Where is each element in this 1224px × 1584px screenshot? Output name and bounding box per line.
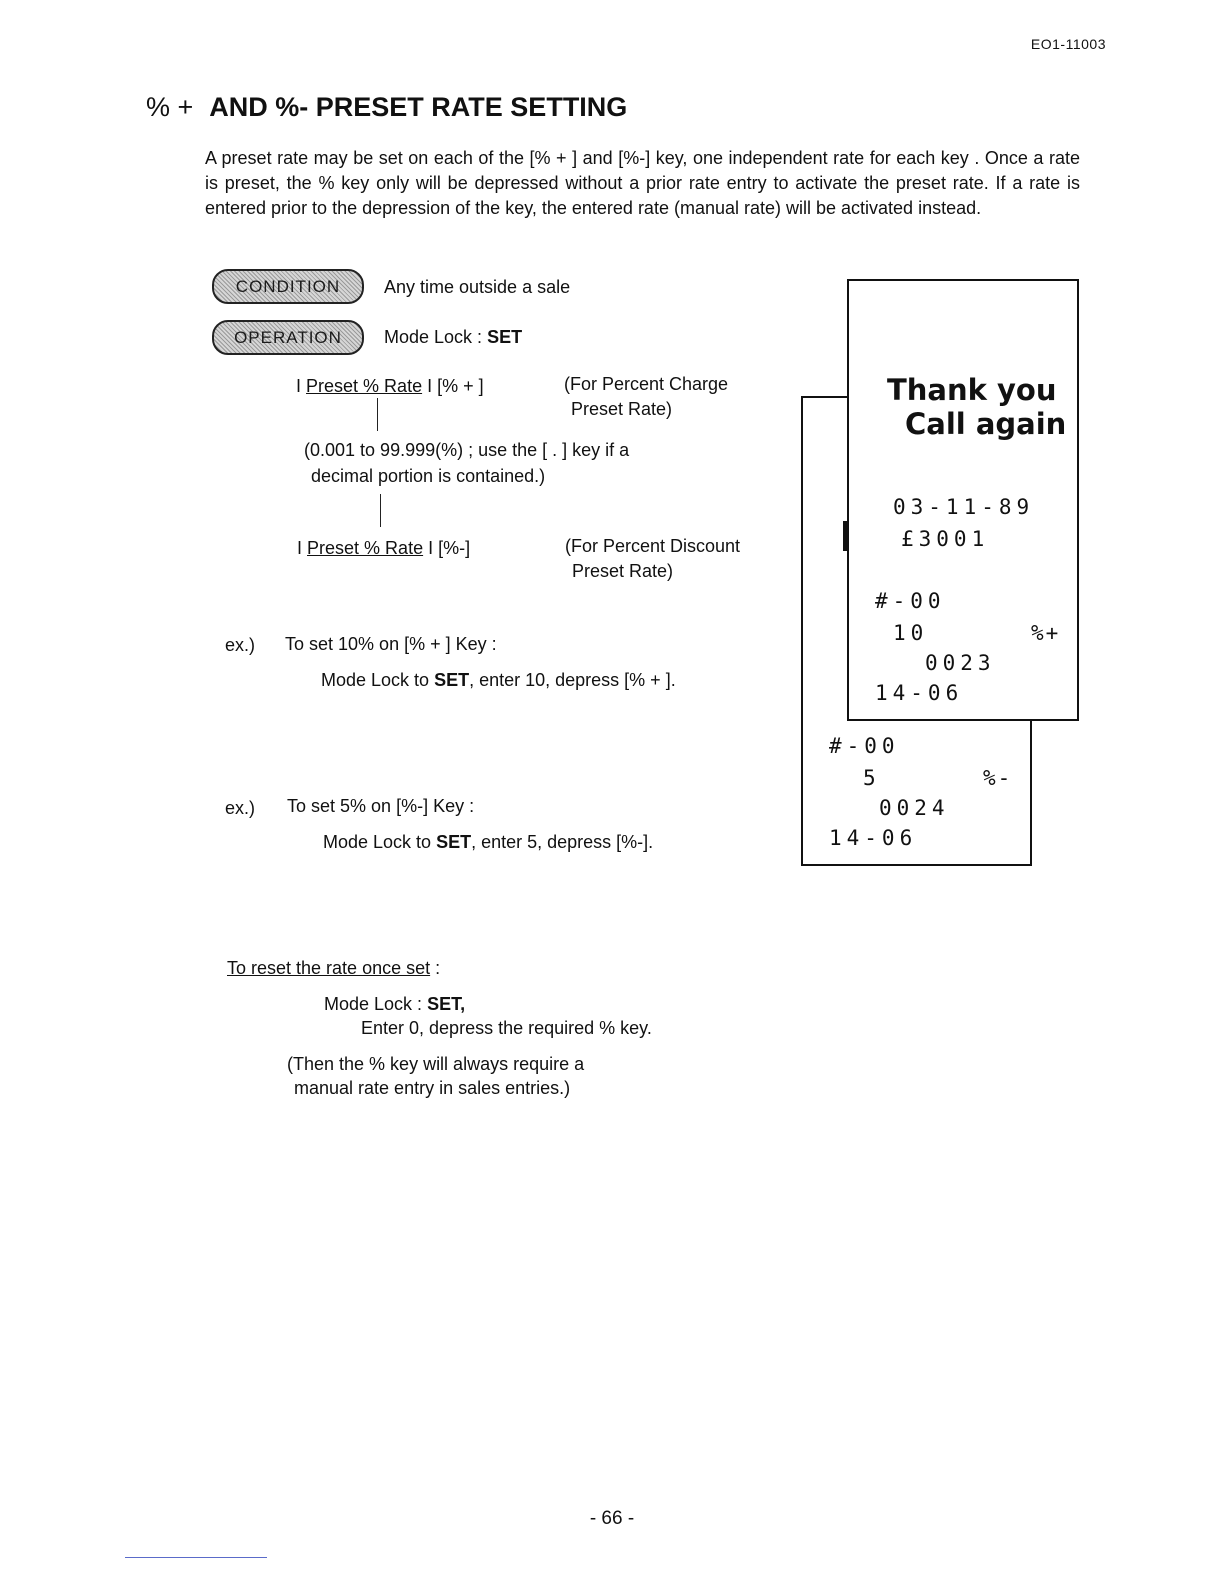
example-1-desc-post: , enter 10, depress [% + ]. — [469, 670, 676, 690]
condition-badge: CONDITION — [212, 269, 364, 304]
condition-text: Any time outside a sale — [384, 277, 571, 297]
receipt-back-number: 0024 — [879, 796, 950, 820]
example-2-tag: ex.) — [225, 798, 256, 818]
receipt-back-rate: 5 — [863, 766, 881, 790]
flow-step-2-key: I [%-] — [428, 538, 471, 558]
flow-step-2-label: Preset % Rate — [307, 538, 424, 558]
flow-step-1-label: Preset % Rate — [306, 376, 423, 396]
flow-step-2-note-1: (For Percent Discount — [565, 536, 741, 556]
operation-value: SET — [487, 327, 523, 347]
intro-paragraph: A preset rate may be set on each of the [% + ] and [%-] key, one independent rate for each key . Once a rate is preset, the % key only will be depressed without a prior rate entry to activate the preset rate. If a rate is entered prior to the depression of the key, the entered rate (manual rate) will be activated instead. — [205, 148, 1080, 218]
reset-line-1-pre: Mode Lock : — [324, 994, 428, 1014]
example-2-desc-bold: SET — [436, 832, 472, 852]
reset-line-1 — [324, 992, 465, 1016]
example-2-desc-post: , enter 5, depress [%-]. — [471, 832, 654, 852]
operation-text — [384, 325, 522, 349]
flow-connector-2 — [380, 494, 381, 527]
operation-badge: OPERATION — [212, 320, 364, 355]
receipt-thanks-line-2: Call again — [905, 407, 1067, 441]
example-2-title: To set 5% on [%-] Key : — [287, 796, 475, 816]
flow-step-2 — [297, 536, 470, 560]
flow-step-1-note-2: Preset Rate) — [571, 399, 673, 419]
flow-step-1-key: I [% + ] — [427, 376, 484, 396]
flow-step-1-note-1: (For Percent Charge — [564, 374, 729, 394]
reset-heading-text: To reset the rate once set — [227, 958, 431, 978]
example-2-desc-pre: Mode Lock to — [323, 832, 437, 852]
flow-step-1-sep: I — [296, 376, 302, 396]
receipt-back-time: 14-06 — [829, 826, 918, 850]
page-number: - 66 - — [589, 1508, 635, 1529]
receipt-front-number: 0023 — [925, 651, 996, 675]
reset-heading-colon: : — [435, 958, 441, 978]
example-2-desc — [323, 830, 653, 854]
flow-connector-1 — [377, 398, 378, 431]
receipt-front-rate: 10 — [893, 621, 929, 645]
receipt-date: 03-11-89 — [893, 495, 1035, 519]
example-1-title: To set 10% on [% + ] Key : — [285, 634, 497, 654]
example-1-desc-bold: SET — [434, 670, 470, 690]
reset-note-2: manual rate entry in sales entries.) — [294, 1078, 571, 1098]
receipt-front-line-1: #-00 — [875, 589, 946, 613]
reset-line-1-bold: SET, — [427, 994, 466, 1014]
flow-step-2-sep: I — [297, 538, 303, 558]
flow-step-1 — [296, 374, 484, 398]
flow-step-2-note-2: Preset Rate) — [572, 561, 674, 581]
page-title — [146, 92, 627, 123]
reset-note-1: (Then the % key will always require a — [287, 1054, 585, 1074]
document-number: EO1-11003 — [1030, 36, 1106, 52]
title-text: AND %- PRESET RATE SETTING — [209, 92, 628, 122]
reset-line-2: Enter 0, depress the required % key. — [361, 1018, 652, 1038]
receipt-front-time: 14-06 — [875, 681, 964, 705]
example-1-tag: ex.) — [225, 635, 256, 655]
flow-range-line-1: (0.001 to 99.999(%) ; use the [ . ] key if a — [304, 440, 630, 460]
receipt-front — [847, 279, 1079, 721]
title-prefix: % + — [146, 92, 194, 122]
receipt-back-line-1: #-00 — [829, 734, 900, 758]
operation-prefix: Mode Lock : — [384, 327, 488, 347]
example-1-desc-pre: Mode Lock to — [321, 670, 435, 690]
flow-range-line-2: decimal portion is contained.) — [311, 466, 546, 486]
receipt-code: £3001 — [901, 527, 990, 551]
reset-heading — [227, 956, 440, 980]
footer-rule — [125, 1557, 267, 1558]
receipt-front-key: %+ — [1031, 621, 1061, 645]
example-1-desc — [321, 668, 676, 692]
receipt-back-key: %- — [983, 766, 1013, 790]
receipt-thanks-line-1: Thank you — [887, 373, 1057, 407]
